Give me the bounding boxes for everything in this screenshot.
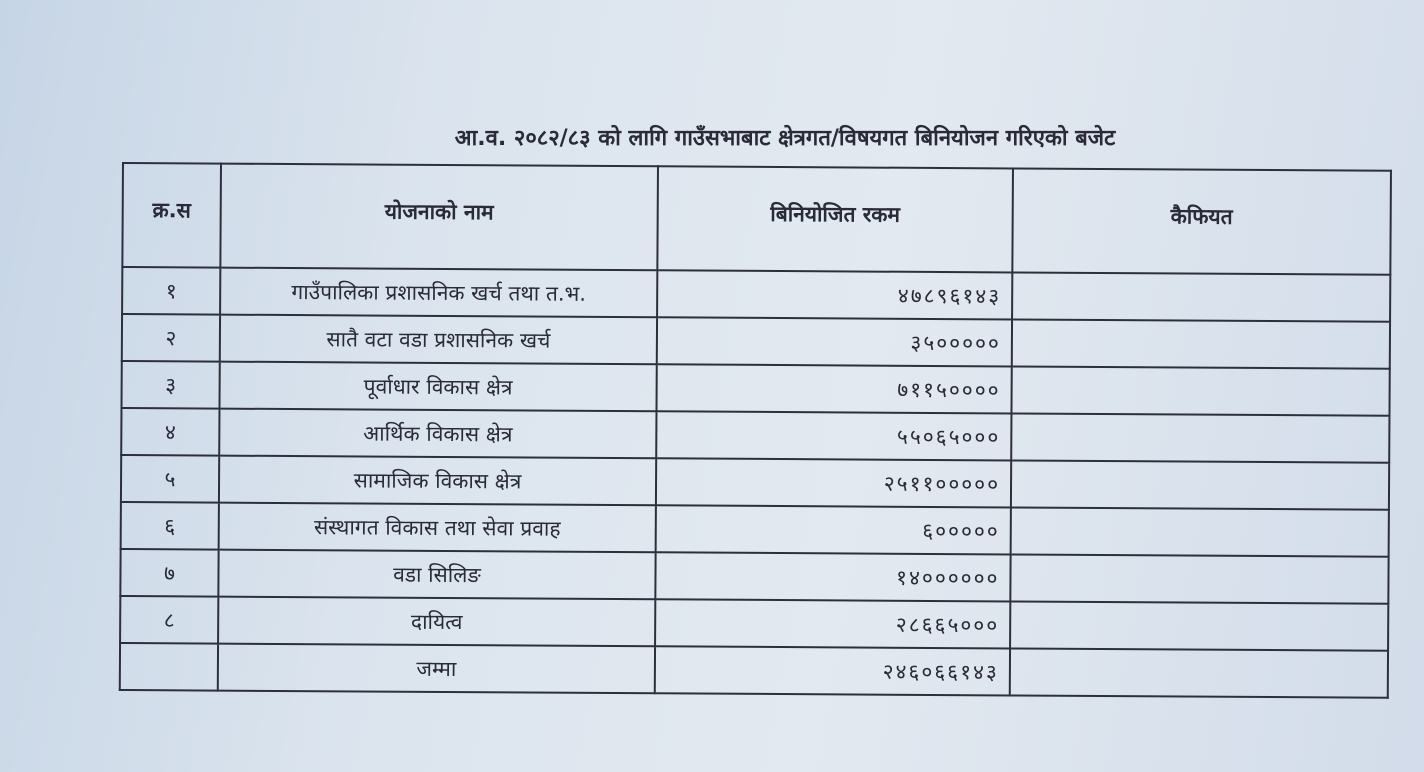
row-remarks: [1012, 319, 1390, 368]
row-remarks: [1011, 460, 1389, 509]
row-plan-name: आर्थिक विकास क्षेत्र: [219, 409, 656, 459]
row-serial: ६: [121, 502, 219, 550]
table-row: [121, 361, 1389, 416]
total-label: जम्मा: [218, 644, 655, 694]
row-serial: ८: [120, 596, 218, 644]
table-row: [121, 502, 1389, 557]
row-amount: ३५०००००: [657, 317, 1012, 366]
total-amount: २४६०६६१४३: [655, 646, 1010, 695]
row-serial: ३: [121, 361, 219, 409]
row-remarks: [1011, 413, 1389, 462]
table-total-row: [120, 643, 1388, 698]
row-serial: २: [122, 314, 220, 362]
row-amount: ५५०६५०००: [656, 411, 1011, 460]
row-plan-name: गाउँपालिका प्रशासनिक खर्च तथा त.भ.: [220, 268, 657, 318]
table-row: [120, 549, 1388, 604]
table-row: [120, 596, 1388, 651]
row-plan-name: वडा सिलिङ: [218, 550, 655, 600]
row-amount: ६०००००: [656, 505, 1011, 554]
row-remarks: [1010, 554, 1388, 603]
row-amount: ७११५००००: [656, 364, 1011, 413]
table-row: [122, 267, 1390, 322]
row-serial: ७: [120, 549, 218, 597]
row-plan-name: दायित्व: [218, 597, 655, 647]
row-remarks: [1011, 507, 1389, 556]
table-row: [121, 408, 1389, 463]
header-plan-name: योजनाको नाम: [220, 164, 658, 271]
row-remarks: [1012, 272, 1390, 321]
table-row: [122, 314, 1390, 369]
row-plan-name: संस्थागत विकास तथा सेवा प्रवाह: [219, 503, 656, 553]
table-header-row: [122, 163, 1391, 275]
row-amount: १४००००००: [655, 552, 1010, 601]
row-amount: ४७८९६१४३: [657, 270, 1012, 319]
row-plan-name: सामाजिक विकास क्षेत्र: [219, 456, 656, 506]
header-allocated-amount: बिनियोजित रकम: [657, 166, 1013, 272]
row-serial: ४: [121, 408, 219, 456]
row-remarks: [1011, 366, 1389, 415]
budget-table: [119, 162, 1392, 699]
header-remarks: कैफियत: [1012, 168, 1391, 274]
document-title: आ.व. २०८२/८३ को लागि गाउँसभाबाट क्षेत्रगत/विषयगत बिनियोजन गरिएको बजेट: [454, 126, 1116, 151]
table-row: [121, 455, 1389, 510]
header-serial: क्र.स: [122, 163, 221, 268]
total-serial: [120, 643, 218, 691]
row-plan-name: सातै वटा वडा प्रशासनिक खर्च: [220, 315, 657, 365]
row-amount: २५११०००००: [656, 458, 1011, 507]
row-serial: ५: [121, 455, 219, 503]
row-plan-name: पूर्वाधार विकास क्षेत्र: [219, 362, 656, 412]
row-remarks: [1010, 601, 1388, 650]
total-remarks: [1010, 648, 1388, 697]
row-serial: १: [122, 267, 220, 315]
row-amount: २८६६५०००: [655, 599, 1010, 648]
